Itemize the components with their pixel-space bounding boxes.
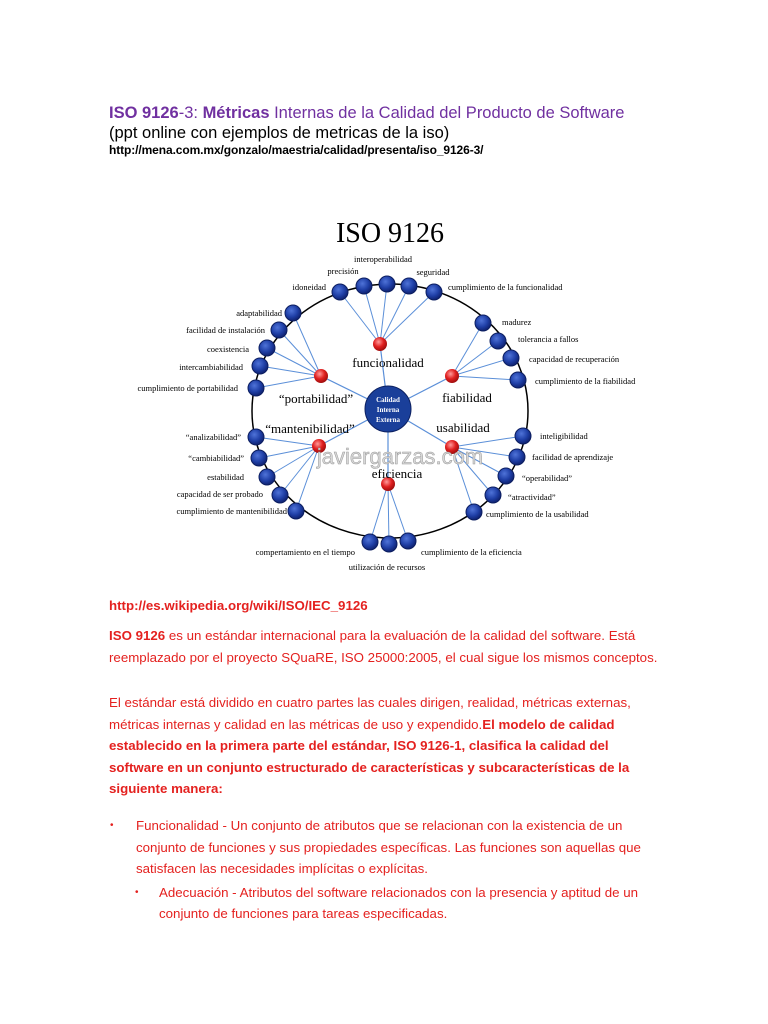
label-atractividad: “atractividad” bbox=[508, 492, 556, 502]
node-portabilidad-1 bbox=[271, 322, 287, 338]
node-portabilidad-3 bbox=[252, 358, 268, 374]
title-rest: Internas de la Calidad del Producto de Software bbox=[269, 104, 625, 122]
node-funcionalidad-3 bbox=[332, 284, 348, 300]
list-item-text: Adecuación - Atributos del software relacionados con la presencia y aptitud de un conjunto de funciones para tareas especificadas. bbox=[159, 884, 638, 921]
node-usabilidad-4 bbox=[466, 504, 482, 520]
node-mantenibilidad-4 bbox=[288, 503, 304, 519]
spoke-funcionalidad-3 bbox=[340, 292, 380, 344]
label-cumpl-eficiencia: cumplimiento de la eficiencia bbox=[421, 547, 522, 557]
char-eficiencia: eficiencia bbox=[371, 466, 423, 481]
node-usabilidad-1 bbox=[509, 449, 525, 465]
label-cumpl-usabilidad: cumplimiento de la usabilidad bbox=[486, 509, 589, 519]
spoke-eficiencia-1 bbox=[388, 484, 389, 544]
diagram-title: ISO 9126 bbox=[335, 218, 445, 249]
node-funcionalidad-0 bbox=[379, 276, 395, 292]
node-usabilidad-3 bbox=[485, 487, 501, 503]
document-subtitle: (ppt online con ejemplos de metricas de la iso) bbox=[109, 124, 450, 142]
node-mantenibilidad-2 bbox=[259, 469, 275, 485]
node-mantenibilidad-0 bbox=[248, 429, 264, 445]
node-usabilidad-0 bbox=[515, 428, 531, 444]
spoke-fiabilidad-1 bbox=[452, 341, 498, 376]
spoke-portabilidad-0 bbox=[293, 313, 321, 376]
paragraph-2-bold: El modelo de calidad establecido en la primera parte del estándar, ISO 9126-1, clasifica la calidad del software en un conjunto estructurado de características y subcaracterísticas de la siguiente manera: bbox=[109, 716, 630, 796]
label-facilidad-instalacion: facilidad de instalación bbox=[186, 325, 265, 335]
spoke-mantenibilidad-1 bbox=[259, 446, 319, 458]
node-fiabilidad-1 bbox=[490, 333, 506, 349]
node-fiabilidad-3 bbox=[510, 372, 526, 388]
wikipedia-link[interactable]: http://es.wikipedia.org/wiki/ISO/IEC_9126 bbox=[109, 598, 368, 613]
label-ser-probado: capacidad de ser probado bbox=[176, 489, 263, 499]
node-funcionalidad-1 bbox=[356, 278, 372, 294]
title-part: -3: bbox=[178, 104, 203, 122]
spoke-eficiencia-0 bbox=[370, 484, 388, 542]
bullet-icon: • bbox=[135, 886, 139, 898]
label-operabilidad: “operabilidad” bbox=[522, 473, 573, 483]
paragraph-1-text: es un estándar internacional para la evaluación de la calidad del software. Está reemplazado por el proyecto SQuaRE, ISO 25000:2005, el cual sigue los mismos conceptos. bbox=[109, 628, 658, 665]
hub-fiabilidad bbox=[445, 369, 459, 383]
label-comportamiento-tiempo: compertamiento en el tiempo bbox=[255, 547, 355, 557]
spoke-eficiencia-2 bbox=[388, 484, 408, 541]
label-intercambiabilidad: intercambiabilidad bbox=[179, 362, 243, 372]
label-coexistencia: coexistencia bbox=[206, 344, 249, 354]
label-cumpl-funcionalidad: cumplimiento de la funcionalidad bbox=[448, 282, 563, 292]
center-line-1: Calidad bbox=[376, 396, 400, 404]
label-aprendizaje: facilidad de aprendizaje bbox=[532, 452, 614, 462]
label-estabilidad: estabilidad bbox=[207, 472, 244, 482]
label-precision: precisión bbox=[327, 266, 359, 276]
title-iso: ISO 9126 bbox=[109, 104, 179, 122]
center-line-3: Externa bbox=[375, 416, 401, 424]
iso9126-diagram bbox=[108, 206, 660, 582]
label-adaptabilidad: adaptabilidad bbox=[236, 308, 282, 318]
spoke-mantenibilidad-2 bbox=[267, 446, 319, 477]
node-portabilidad-2 bbox=[259, 340, 275, 356]
label-tolerancia: tolerancia a fallos bbox=[518, 334, 579, 344]
label-idoneidad: idoneidad bbox=[292, 282, 326, 292]
spoke-funcionalidad-2 bbox=[380, 286, 409, 344]
node-eficiencia-0 bbox=[362, 534, 378, 550]
label-cumpl-mantenibilidad: cumplimiento de mantenibilidad bbox=[176, 506, 287, 516]
label-analizabilidad: “analizabilidad” bbox=[185, 432, 241, 442]
label-utilizacion-recursos: utilización de recursos bbox=[348, 562, 426, 572]
spoke-portabilidad-1 bbox=[279, 330, 321, 376]
label-cumpl-fiabilidad: cumplimiento de la fiabilidad bbox=[535, 376, 636, 386]
label-cumpl-portabilidad: cumplimiento de portabilidad bbox=[137, 383, 238, 393]
char-funcionalidad: funcionalidad bbox=[352, 355, 424, 370]
list-item bbox=[109, 815, 669, 880]
spoke-funcionalidad-1 bbox=[364, 286, 380, 344]
node-portabilidad-4 bbox=[248, 380, 264, 396]
node-eficiencia-1 bbox=[381, 536, 397, 552]
title-bold: Métricas bbox=[202, 104, 270, 122]
node-fiabilidad-2 bbox=[503, 350, 519, 366]
char-fiabilidad: fiabilidad bbox=[442, 390, 492, 405]
label-recuperacion: capacidad de recuperación bbox=[529, 354, 620, 364]
label-seguridad: seguridad bbox=[416, 267, 450, 277]
list-item-text: Funcionalidad - Un conjunto de atributos que se relacionan con la existencia de un conjunto de funciones y sus propiedades específicas. Las funciones son aquellas que satisfacen las necesidades implícitas o explícitas. bbox=[136, 818, 641, 876]
spoke-fiabilidad-3 bbox=[452, 376, 518, 380]
label-inteligibilidad: inteligibilidad bbox=[540, 431, 588, 441]
spoke-funcionalidad-0 bbox=[380, 284, 387, 344]
paragraph-2 bbox=[109, 692, 664, 800]
spoke-mantenibilidad-4 bbox=[296, 446, 319, 511]
node-funcionalidad-4 bbox=[426, 284, 442, 300]
paragraph-1-bold: ISO 9126 bbox=[109, 628, 166, 643]
label-madurez: madurez bbox=[502, 317, 532, 327]
spoke-portabilidad-4 bbox=[256, 376, 321, 388]
spoke-mantenibilidad-0 bbox=[256, 437, 319, 446]
label-cambiabilidad: “cambiabilidad” bbox=[188, 453, 244, 463]
source-url[interactable]: http://mena.com.mx/gonzalo/maestria/calidad/presenta/iso_9126-3/ bbox=[109, 143, 484, 157]
paragraph-1 bbox=[109, 625, 664, 668]
bullet-icon: • bbox=[110, 820, 114, 831]
node-usabilidad-2 bbox=[498, 468, 514, 484]
char-usabilidad: usabilidad bbox=[436, 420, 490, 435]
spoke-funcionalidad-4 bbox=[380, 292, 434, 344]
node-fiabilidad-0 bbox=[475, 315, 491, 331]
spoke-mantenibilidad-3 bbox=[280, 446, 319, 495]
characteristics-list bbox=[109, 815, 669, 925]
hub-funcionalidad bbox=[373, 337, 387, 351]
node-mantenibilidad-3 bbox=[272, 487, 288, 503]
hub-portabilidad bbox=[314, 369, 328, 383]
node-portabilidad-0 bbox=[285, 305, 301, 321]
node-eficiencia-2 bbox=[400, 533, 416, 549]
char-mantenibilidad: “mantenibilidad” bbox=[265, 421, 355, 436]
watermark: javiergarzas.com bbox=[316, 444, 484, 469]
char-portabilidad: “portabilidad” bbox=[278, 391, 354, 406]
node-funcionalidad-2 bbox=[401, 278, 417, 294]
list-item bbox=[109, 882, 669, 925]
label-interoperabilidad: interoperabilidad bbox=[353, 254, 413, 264]
document-title bbox=[109, 104, 624, 123]
paragraph-2-text: El estándar está dividido en cuatro partes las cuales dirigen, realidad, métricas externas, métricas internas y calidad en las métricas de uso y expendido. bbox=[109, 695, 631, 732]
node-mantenibilidad-1 bbox=[251, 450, 267, 466]
center-line-2: Interna bbox=[376, 406, 400, 414]
